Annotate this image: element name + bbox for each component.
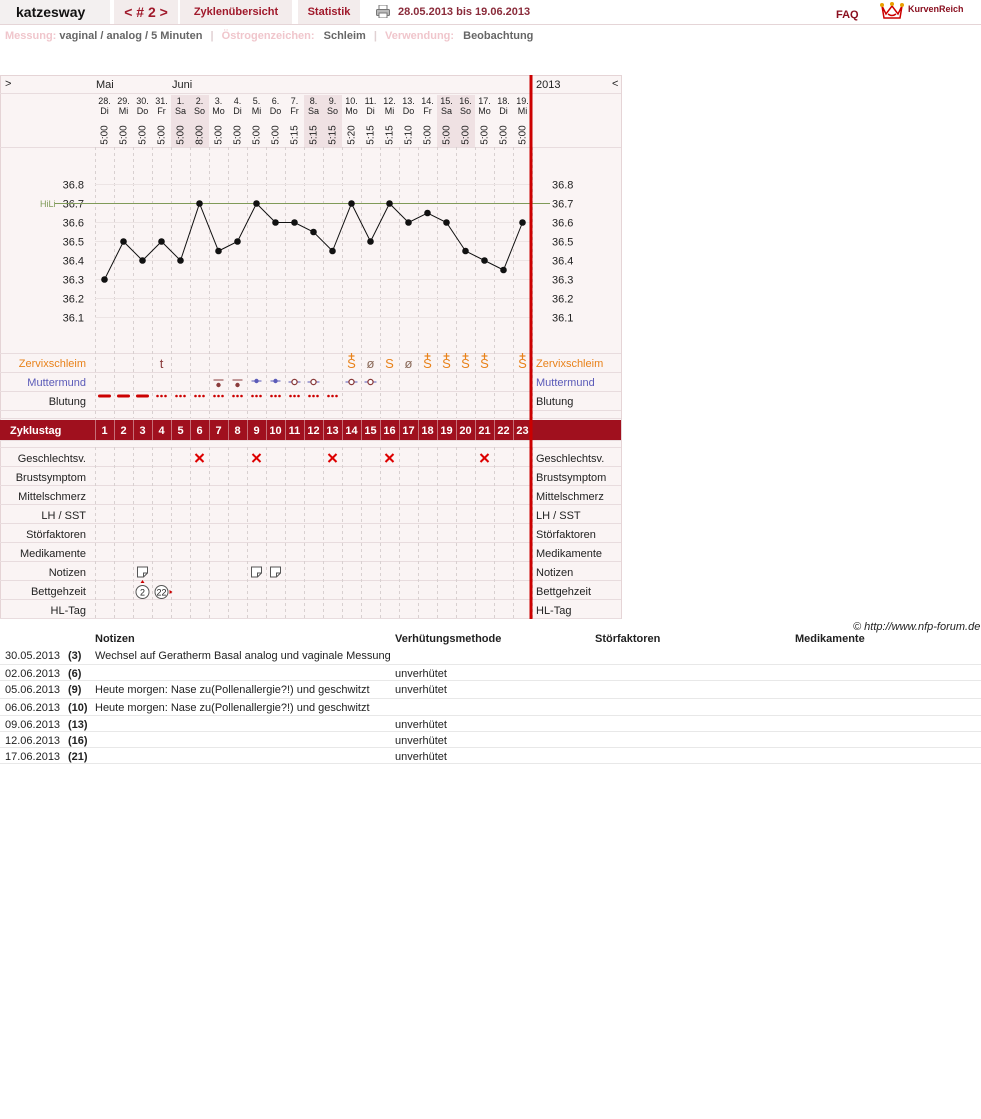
y-tick-label: 36.7 xyxy=(62,198,84,211)
cycle-day-number: 6 xyxy=(196,425,203,437)
bettgehzeit-label: Bettgehzeit xyxy=(30,586,86,598)
measurement-info xyxy=(5,30,533,42)
bleeding-light-mark xyxy=(183,395,186,398)
temperature-point xyxy=(329,248,336,255)
cervix-high-icon xyxy=(292,379,297,384)
date-label: 28. xyxy=(98,96,111,106)
time-label: 5:15 xyxy=(365,125,377,145)
brust-label-right: Brustsymptom xyxy=(536,472,607,484)
col-method-header: Verhütungsmethode xyxy=(395,633,502,645)
tab-cycle-overview[interactable]: Zyklenübersicht xyxy=(180,0,292,24)
muttermund-label-right: Muttermund xyxy=(536,377,595,389)
bleeding-light-mark xyxy=(293,395,296,398)
note-date: 09.06.2013 xyxy=(5,719,61,731)
cycle-chart xyxy=(0,75,625,621)
time-label: 5:00 xyxy=(441,125,453,145)
mucus-dry-symbol: ø xyxy=(404,356,413,371)
stoerfaktoren-label: Störfaktoren xyxy=(26,529,86,541)
weekday-label: Sa xyxy=(174,106,187,116)
table-row xyxy=(0,716,981,732)
note-date: 06.06.2013 xyxy=(5,702,61,714)
cervix-high-icon xyxy=(349,379,354,384)
cycle-day-number: 5 xyxy=(177,425,184,437)
bleeding-light-mark xyxy=(316,395,319,398)
separator: | xyxy=(210,30,214,42)
bleeding-light-mark xyxy=(160,395,163,398)
y-tick-label: 36.8 xyxy=(62,179,84,192)
y-tick-label-right: 36.6 xyxy=(552,217,574,230)
mittelschmerz-label: Mittelschmerz xyxy=(18,491,86,503)
hili-label: HiLi xyxy=(40,199,56,209)
time-label: 5:00 xyxy=(517,125,529,145)
zervix-label-right: Zervixschleim xyxy=(536,358,604,370)
temperature-point xyxy=(462,248,469,255)
temperature-point xyxy=(101,276,108,283)
chart-background xyxy=(1,76,622,619)
temperature-point xyxy=(139,257,146,264)
y-tick-label: 36.5 xyxy=(62,236,84,249)
time-label: 5:00 xyxy=(99,125,111,145)
mucus-s-symbol: S xyxy=(347,356,356,371)
time-label: 5:00 xyxy=(479,125,491,145)
note-method: unverhütet xyxy=(395,719,447,731)
medikamente-label: Medikamente xyxy=(19,548,86,560)
date-label: 17. xyxy=(478,96,491,106)
cycle-day-number: 18 xyxy=(421,425,434,437)
gv-label: Geschlechtsv. xyxy=(17,453,86,465)
notizen-label: Notizen xyxy=(48,567,86,579)
bleeding-light-mark xyxy=(251,395,254,398)
blutung-label: Blutung xyxy=(48,396,86,408)
note-text: Heute morgen: Nase zu(Pollenallergie?!) und geschwitzt xyxy=(95,702,370,714)
copyright: © http://www.nfp-forum.de xyxy=(853,621,981,633)
date-label: 19. xyxy=(516,96,529,106)
date-label: 14. xyxy=(421,96,434,106)
date-label: 31. xyxy=(155,96,168,106)
bleeding-light-mark xyxy=(289,395,292,398)
measure-label: Messung: xyxy=(5,30,57,42)
bleeding-light-mark xyxy=(240,395,243,398)
date-label: 18. xyxy=(497,96,510,106)
temperature-point xyxy=(386,200,393,207)
time-label: 5:00 xyxy=(213,125,225,145)
cervix-mid-icon xyxy=(254,379,258,383)
cycle-day-number: 11 xyxy=(288,425,301,437)
nav-prev-icon[interactable]: > xyxy=(5,78,12,90)
date-label: 5. xyxy=(252,96,261,106)
bleeding-light-mark xyxy=(213,395,216,398)
temperature-point xyxy=(405,219,412,226)
bleeding-light-mark xyxy=(198,395,201,398)
time-label: 5:20 xyxy=(346,125,358,145)
blutung-label-right: Blutung xyxy=(536,396,574,408)
bedtime-value: 22 xyxy=(156,587,167,598)
cycle-day-number: 17 xyxy=(402,425,415,437)
note-date: 17.06.2013 xyxy=(5,751,61,763)
bleeding-light-mark xyxy=(270,395,273,398)
stoerfaktoren-label-right: Störfaktoren xyxy=(536,529,596,541)
date-label: 2. xyxy=(195,96,204,106)
weekday-label: Di xyxy=(499,106,508,116)
lh-label: LH / SST xyxy=(41,510,86,522)
note-date: 12.06.2013 xyxy=(5,735,61,747)
mucus-s-symbol: S xyxy=(385,356,394,371)
y-tick-label-right: 36.4 xyxy=(552,255,574,268)
weekday-label: Mi xyxy=(384,106,395,116)
table-row xyxy=(0,699,981,716)
mittelschmerz-label-right: Mittelschmerz xyxy=(536,491,604,503)
mucus-s-symbol: S xyxy=(480,356,489,371)
faq-link[interactable]: FAQ xyxy=(836,9,859,21)
date-label: 10. xyxy=(345,96,358,106)
printer-icon[interactable] xyxy=(376,5,390,18)
date-label: 7. xyxy=(290,96,299,106)
y-tick-label-right: 36.2 xyxy=(552,293,574,306)
cycle-day-label: Zyklustag xyxy=(10,425,62,437)
date-label: 15. xyxy=(440,96,453,106)
note-text: Heute morgen: Nase zu(Pollenallergie?!) und geschwitzt xyxy=(95,684,370,696)
cycle-day-number: 2 xyxy=(120,425,127,437)
cervix-high-icon xyxy=(368,379,373,384)
temperature-point xyxy=(424,210,431,217)
time-label: 5:00 xyxy=(156,125,168,145)
y-tick-label: 36.6 xyxy=(62,217,84,230)
table-row xyxy=(0,748,981,764)
y-tick-label: 36.2 xyxy=(62,293,84,306)
time-label: 5:10 xyxy=(403,125,415,145)
note-cycle-day: (13) xyxy=(68,719,88,731)
note-cycle-day: (10) xyxy=(68,702,88,714)
y-tick-label: 36.3 xyxy=(62,274,84,287)
logo[interactable] xyxy=(880,2,981,20)
date-label: 6. xyxy=(271,96,280,106)
usage-value: Beobachtung xyxy=(463,30,534,42)
estrogen-value: Schleim xyxy=(323,30,366,42)
bleeding-light-mark xyxy=(327,395,330,398)
temperature-point xyxy=(234,238,241,245)
date-label: 13. xyxy=(402,96,415,106)
notes-header xyxy=(0,633,981,647)
gv-label-right: Geschlechtsv. xyxy=(536,453,605,465)
estrogen-label: Östrogenzeichen: xyxy=(221,30,315,42)
cycle-day-number: 7 xyxy=(215,425,222,437)
weekday-label: Sa xyxy=(440,106,453,116)
weekday-label: Di xyxy=(233,106,242,116)
weekday-label: Do xyxy=(402,106,415,116)
date-label: 16. xyxy=(459,96,472,106)
time-label: 5:15 xyxy=(327,125,339,145)
temperature-point xyxy=(177,257,184,264)
bleeding-light-mark xyxy=(312,395,315,398)
date-label: 29. xyxy=(117,96,130,106)
bettgehzeit-label-right: Bettgehzeit xyxy=(536,586,592,598)
separator: | xyxy=(373,30,377,42)
hl-tag-label: HL-Tag xyxy=(50,605,86,617)
bleeding-light-mark xyxy=(221,395,224,398)
mucus-s-symbol: S xyxy=(518,356,527,371)
bleeding-light-mark xyxy=(259,395,262,398)
tab-statistics[interactable]: Statistik xyxy=(298,0,360,24)
temperature-point xyxy=(443,219,450,226)
weekday-label: Sa xyxy=(307,106,320,116)
weekday-label: Fr xyxy=(290,106,299,116)
time-label: 5:00 xyxy=(137,125,149,145)
medikamente-label-right: Medikamente xyxy=(536,548,603,560)
cycle-day-number: 8 xyxy=(234,425,241,437)
cycle-day-number: 4 xyxy=(158,425,165,437)
bleeding-light-mark xyxy=(217,395,220,398)
nav-next-icon[interactable]: < xyxy=(612,78,619,90)
cycle-day-number: 20 xyxy=(459,425,472,437)
bleeding-light-mark xyxy=(274,395,277,398)
temperature-point xyxy=(367,238,374,245)
date-label: 3. xyxy=(214,96,223,106)
mucus-s-symbol: S xyxy=(423,356,432,371)
y-tick-label: 36.4 xyxy=(62,255,84,268)
temperature-point xyxy=(215,248,222,255)
time-label: 5:15 xyxy=(384,125,396,145)
top-bar xyxy=(0,0,981,25)
cycle-day-number: 1 xyxy=(101,425,108,437)
temperature-point xyxy=(500,267,507,274)
note-cycle-day: (6) xyxy=(68,668,82,680)
weekday-label: Di xyxy=(366,106,375,116)
temperature-point xyxy=(481,257,488,264)
note-cycle-day: (9) xyxy=(68,684,82,696)
bleeding-light-mark xyxy=(331,395,334,398)
cycle-day-number: 21 xyxy=(478,425,491,437)
bleeding-light-mark xyxy=(194,395,197,398)
mucus-s-symbol: S xyxy=(442,356,451,371)
bleeding-light-mark xyxy=(308,395,311,398)
date-label: 9. xyxy=(328,96,337,106)
time-label: 5:00 xyxy=(460,125,472,145)
temperature-point xyxy=(196,200,203,207)
zervix-label: Zervixschleim xyxy=(18,358,86,370)
bedtime-value: 2 xyxy=(139,587,146,598)
time-label: 5:00 xyxy=(175,125,187,145)
note-date: 02.06.2013 xyxy=(5,668,61,680)
temperature-point xyxy=(519,219,526,226)
note-date: 30.05.2013 xyxy=(5,650,61,662)
weekday-label: Fr xyxy=(423,106,432,116)
cervix-high-icon xyxy=(311,379,316,384)
cycle-day-number: 9 xyxy=(253,425,260,437)
time-label: 5:15 xyxy=(289,125,301,145)
bleeding-light-mark xyxy=(232,395,235,398)
temperature-point xyxy=(310,229,317,236)
time-label: 8:00 xyxy=(194,125,206,145)
temperature-point xyxy=(291,219,298,226)
weekday-label: So xyxy=(326,106,339,116)
weekday-label: So xyxy=(193,106,206,116)
table-row xyxy=(0,681,981,699)
note-method: unverhütet xyxy=(395,751,447,763)
cycle-day-number: 13 xyxy=(326,425,339,437)
note-cycle-day: (21) xyxy=(68,751,88,763)
temperature-point xyxy=(253,200,260,207)
cycle-day-number: 14 xyxy=(345,425,358,437)
col-disturb-header: Störfaktoren xyxy=(595,633,661,645)
bleeding-light-mark xyxy=(335,395,338,398)
time-label: 5:00 xyxy=(498,125,510,145)
note-method: unverhütet xyxy=(395,684,447,696)
table-row xyxy=(0,732,981,748)
cycle-day-number: 19 xyxy=(440,425,453,437)
weekday-label: Fr xyxy=(157,106,166,116)
weekday-label: Mi xyxy=(251,106,262,116)
table-row xyxy=(0,647,981,665)
bleeding-light-mark xyxy=(202,395,205,398)
bleeding-light-mark xyxy=(164,395,167,398)
weekday-label: Di xyxy=(100,106,109,116)
logo-text: KurvenReich xyxy=(908,4,964,14)
note-method: unverhütet xyxy=(395,668,447,680)
time-label: 5:00 xyxy=(251,125,263,145)
month-label: Juni xyxy=(172,79,193,91)
y-tick-label-right: 36.8 xyxy=(552,179,574,192)
month-label: Mai xyxy=(96,79,114,91)
cycle-nav[interactable]: < # 2 > xyxy=(114,0,178,24)
date-label: 12. xyxy=(383,96,396,106)
weekday-label: Mo xyxy=(212,106,225,116)
bleeding-light-mark xyxy=(297,395,300,398)
note-cycle-day: (16) xyxy=(68,735,88,747)
cycle-day-number: 23 xyxy=(516,425,529,437)
col-meds-header: Medikamente xyxy=(795,633,865,645)
mucus-dry-symbol: ø xyxy=(366,356,375,371)
time-label: 5:00 xyxy=(270,125,282,145)
crown-icon xyxy=(880,2,904,20)
weekday-label: Mi xyxy=(517,106,528,116)
bleeding-light-mark xyxy=(175,395,178,398)
time-label: 5:00 xyxy=(422,125,434,145)
weekday-label: Mo xyxy=(345,106,358,116)
year-label: 2013 xyxy=(536,79,561,91)
cycle-day-number: 22 xyxy=(497,425,510,437)
weekday-label: Do xyxy=(269,106,282,116)
time-label: 5:00 xyxy=(118,125,130,145)
date-label: 8. xyxy=(309,96,318,106)
note-method: unverhütet xyxy=(395,735,447,747)
note-text: Wechsel auf Geratherm Basal analog und vaginale Messung xyxy=(95,650,391,662)
y-tick-label: 36.1 xyxy=(62,312,84,325)
cycle-day-number: 3 xyxy=(139,425,146,437)
usage-label: Verwendung: xyxy=(385,30,455,42)
note-date: 05.06.2013 xyxy=(5,684,61,696)
date-label: 4. xyxy=(233,96,242,106)
cervix-low-icon xyxy=(216,383,220,387)
y-tick-label-right: 36.3 xyxy=(552,274,574,287)
date-label: 1. xyxy=(176,96,185,106)
weekday-label: So xyxy=(459,106,472,116)
temperature-point xyxy=(272,219,279,226)
col-notes-header: Notizen xyxy=(95,633,135,645)
brust-label: Brustsymptom xyxy=(15,472,86,484)
notizen-label-right: Notizen xyxy=(536,567,574,579)
measure-value: vaginal / analog / 5 Minuten xyxy=(59,30,203,42)
bleeding-light-mark xyxy=(156,395,159,398)
temperature-point xyxy=(158,238,165,245)
username: katzesway xyxy=(0,0,110,24)
mucus-s-symbol: S xyxy=(461,356,470,371)
lh-label-right: LH / SST xyxy=(536,510,581,522)
weekday-label: Do xyxy=(136,106,149,116)
time-label: 5:00 xyxy=(232,125,244,145)
cycle-day-number: 12 xyxy=(307,425,320,437)
bleeding-light-mark xyxy=(179,395,182,398)
cycle-day-number: 16 xyxy=(383,425,396,437)
cycle-day-number: 10 xyxy=(269,425,282,437)
mucus-t-symbol: t xyxy=(159,356,164,371)
y-tick-label-right: 36.5 xyxy=(552,236,574,249)
notes-table xyxy=(0,633,981,764)
weekday-label: Mi xyxy=(118,106,129,116)
date-label: 11. xyxy=(364,96,377,106)
bleeding-light-mark xyxy=(278,395,281,398)
date-label: 30. xyxy=(136,96,149,106)
time-label: 5:15 xyxy=(308,125,320,145)
muttermund-label: Muttermund xyxy=(27,377,86,389)
y-tick-label-right: 36.7 xyxy=(552,198,574,211)
date-range: 28.05.2013 bis 19.06.2013 xyxy=(398,6,531,18)
cervix-mid-icon xyxy=(273,379,277,383)
cervix-low-icon xyxy=(235,383,239,387)
weekday-label: Mo xyxy=(478,106,491,116)
bleeding-light-mark xyxy=(255,395,258,398)
hl-tag-label-right: HL-Tag xyxy=(536,605,572,617)
note-cycle-day: (3) xyxy=(68,650,82,662)
y-tick-label-right: 36.1 xyxy=(552,312,574,325)
temperature-point xyxy=(348,200,355,207)
table-row xyxy=(0,665,981,681)
bleeding-light-mark xyxy=(236,395,239,398)
temperature-point xyxy=(120,238,127,245)
cycle-day-number: 15 xyxy=(364,425,377,437)
